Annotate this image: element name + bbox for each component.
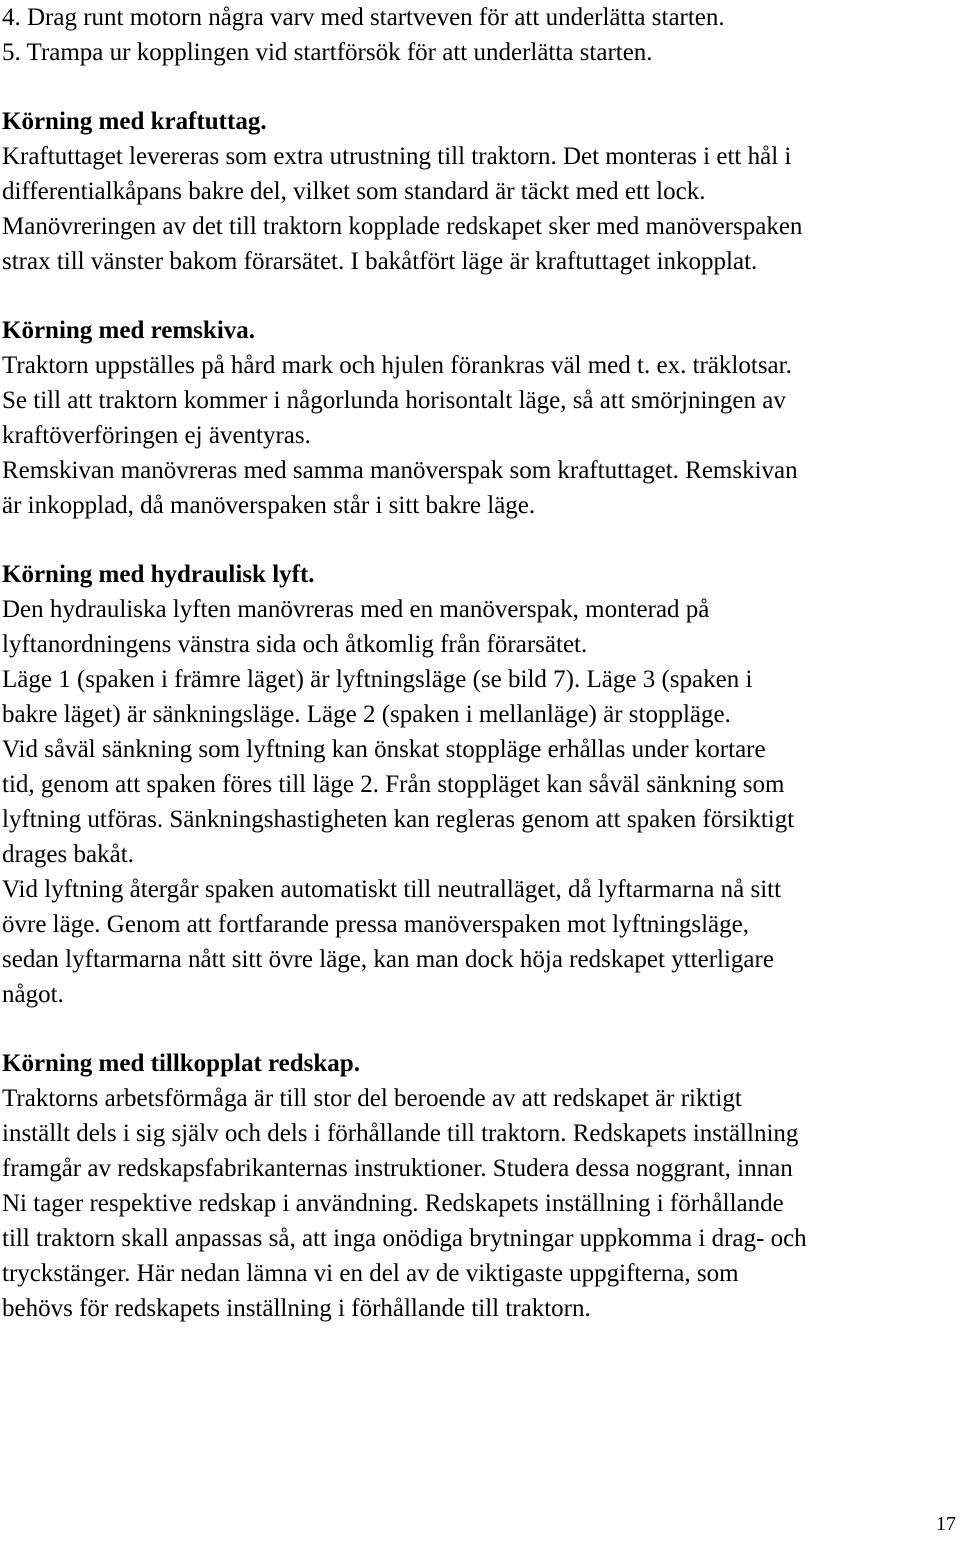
step-4: 4. Drag runt motorn några varv med startveven för att underlätta starten.	[2, 4, 725, 31]
paragraph-line: differentialkåpans bakre del, vilket som standard är täckt med ett lock.	[2, 178, 706, 205]
section-heading: Körning med kraftuttag.	[2, 108, 267, 135]
paragraph-line: Vid såväl sänkning som lyftning kan önskat stoppläge erhållas under kortare	[2, 736, 766, 763]
paragraph-line: till traktorn skall anpassas så, att inga onödiga brytningar uppkomma i drag- och	[2, 1225, 807, 1252]
paragraph-line: framgår av redskapsfabrikanternas instruktioner. Studera dessa noggrant, innan	[2, 1155, 793, 1182]
paragraph-line: Remskivan manövreras med samma manöverspak som kraftuttaget. Remskivan	[2, 457, 798, 484]
document-page	[2, 0, 958, 1326]
paragraph-line: Ni tager respektive redskap i användning. Redskapets inställning i förhållande	[2, 1190, 784, 1217]
paragraph-line: inställt dels i sig själv och dels i förhållande till traktorn. Redskapets inställning	[2, 1120, 799, 1147]
paragraph-line: Traktorns arbetsförmåga är till stor del beroende av att redskapet är riktigt	[2, 1085, 742, 1112]
paragraph-line: drages bakåt.	[2, 841, 134, 868]
section-heading: Körning med remskiva.	[2, 317, 256, 344]
paragraph-line: Manövreringen av det till traktorn kopplade redskapet sker med manöverspaken	[2, 213, 803, 240]
paragraph-line: strax till vänster bakom förarsätet. I bakåtfört läge är kraftuttaget inkopplat.	[2, 248, 758, 275]
paragraph-line: Läge 1 (spaken i främre läget) är lyftningsläge (se bild 7). Läge 3 (spaken i	[2, 666, 753, 693]
paragraph-line: tid, genom att spaken föres till läge 2. Från stoppläget kan såväl sänkning som	[2, 771, 785, 798]
paragraph-line: Den hydrauliska lyften manövreras med en manöverspak, monterad på	[2, 596, 710, 623]
paragraph-line: är inkopplad, då manöverspaken står i sitt bakre läge.	[2, 492, 536, 519]
paragraph-line: lyftning utföras. Sänkningshastigheten kan regleras genom att spaken försiktigt	[2, 806, 795, 833]
paragraph-line: övre läge. Genom att fortfarande pressa manöverspaken mot lyftningsläge,	[2, 911, 749, 938]
section-gap	[2, 1012, 958, 1046]
paragraph-line: lyftanordningens vänstra sida och åtkomlig från förarsätet.	[2, 631, 588, 658]
paragraph-line: tryckstänger. Här nedan lämna vi en del av de viktigaste uppgifterna, som	[2, 1260, 739, 1287]
section-tillkopplat-redskap	[2, 1046, 958, 1326]
paragraph-line: något.	[2, 981, 64, 1008]
page-number: 17	[936, 1513, 956, 1535]
paragraph-line: Se till att traktorn kommer i någorlunda horisontalt läge, så att smörjningen av	[2, 387, 786, 414]
paragraph-line: sedan lyftarmarna nått sitt övre läge, kan man dock höja redskapet ytterligare	[2, 946, 774, 973]
section-kraftuttag	[2, 104, 958, 279]
paragraph-line: Traktorn uppställes på hård mark och hjulen förankras väl med t. ex. träklotsar.	[2, 352, 792, 379]
paragraph-line: behövs för redskapets inställning i förhållande till traktorn.	[2, 1295, 591, 1322]
section-gap	[2, 70, 958, 104]
paragraph-line: kraftöverföringen ej äventyras.	[2, 422, 311, 449]
section-remskiva	[2, 313, 958, 523]
step-5: 5. Trampa ur kopplingen vid startförsök för att underlätta starten.	[2, 39, 653, 66]
paragraph-line: Kraftuttaget levereras som extra utrustning till traktorn. Det monteras i ett hål i	[2, 143, 792, 170]
section-heading: Körning med hydraulisk lyft.	[2, 561, 315, 588]
paragraph-line: Vid lyftning återgår spaken automatiskt till neutralläget, då lyftarmarna nå sitt	[2, 876, 782, 903]
section-heading: Körning med tillkopplat redskap.	[2, 1050, 360, 1077]
paragraph-line: bakre läget) är sänkningsläge. Läge 2 (spaken i mellanläge) är stoppläge.	[2, 701, 731, 728]
section-hydraulisk-lyft	[2, 557, 958, 1012]
intro-steps	[2, 0, 958, 70]
section-gap	[2, 523, 958, 557]
section-gap	[2, 279, 958, 313]
